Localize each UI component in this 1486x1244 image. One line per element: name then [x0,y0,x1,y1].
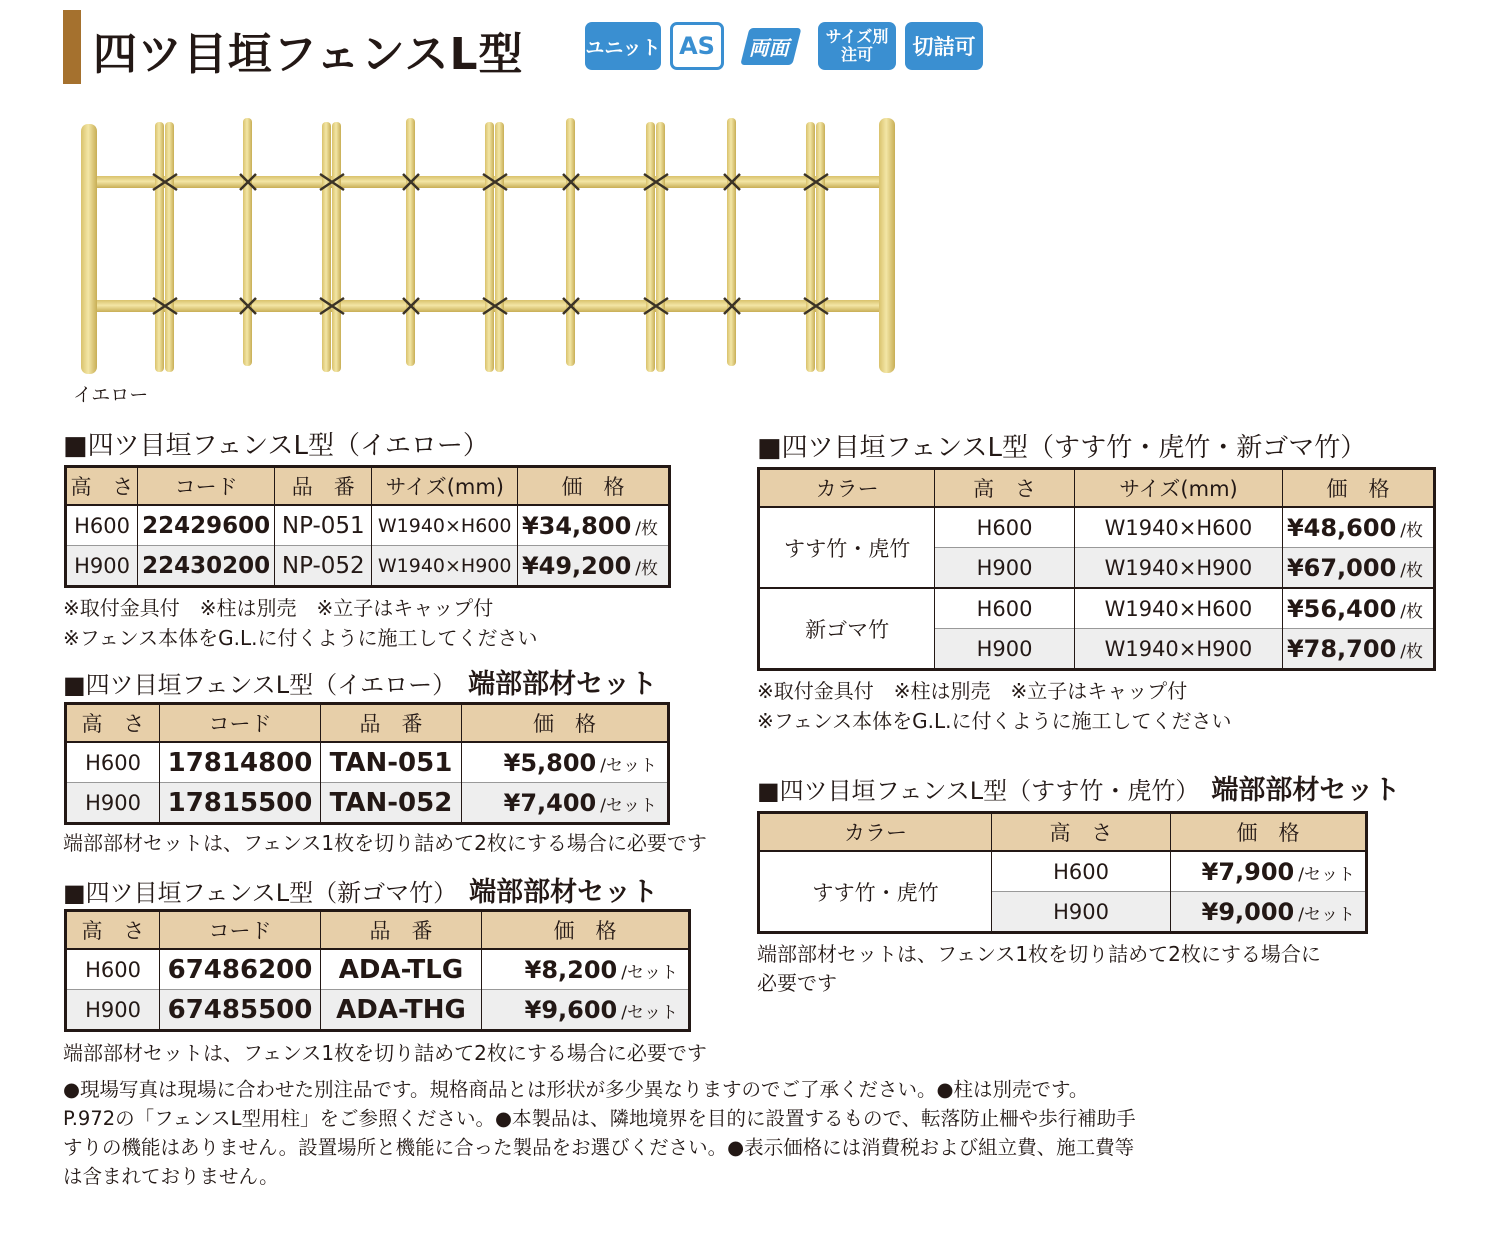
cell-part: NP-052 [275,546,372,587]
cell-size: W1940×H600 [1074,507,1282,548]
yellow-price-table [64,465,671,588]
badge-custom-size: サイズ別注可 [818,22,896,70]
yellow-note-2: ※フェンス本体をG.L.に付くように施工してください [63,626,538,650]
goma-end-note: 端部部材セットは、フェンス1枚を切り詰めて2枚にする場合に必要です [63,1041,707,1065]
goma-end-heading-b: 端部部材セット [469,877,659,908]
cell-price [1171,892,1367,933]
cell-part: ADA-THG [321,990,482,1031]
table-header-row [759,813,1367,852]
badge-unit: ユニット [585,22,661,70]
price-amount: ¥5,800 [503,748,597,777]
table-row [66,546,670,587]
price-amount: ¥7,900 [1201,857,1295,886]
bamboo-note-1: ※取付金具付 ※柱は別売 ※立子はキャップ付 [757,679,1188,703]
cell-height: H600 [66,742,160,783]
footer-line: ●現場写真は現場に合わせた別注品です。規格商品とは形状が多少異なりますのでご了承ください。●柱は別売です。 [63,1078,1089,1101]
table-row [66,990,690,1031]
bamboo-end-table [757,811,1368,934]
cell-part: ADA-TLG [321,949,482,990]
col-price: 価 格 [1282,469,1434,508]
price-amount: ¥9,600 [524,995,618,1024]
cell-price [1282,548,1434,589]
cell-price [1171,851,1367,892]
col-price: 価 格 [462,704,669,743]
cell-price [482,949,690,990]
cell-height: H900 [935,548,1075,589]
price-amount: ¥78,700 [1286,634,1397,663]
table-header-row [759,469,1435,508]
table-header-row [66,704,669,743]
cell-height: H900 [992,892,1171,933]
table-row [759,507,1435,548]
cell-price [1282,588,1434,629]
col-size: サイズ(mm) [1074,469,1282,508]
table-row [66,742,669,783]
cell-price [517,546,669,587]
cell-height: H600 [66,505,138,546]
cell-size: W1940×H900 [1074,629,1282,670]
pickets [155,118,825,372]
col-height: 高 さ [66,704,160,743]
title-accent-bar [63,10,81,84]
badge-double-sided [728,22,814,70]
table-header-row [66,467,670,506]
footer-line: P.972の「フェンスL型用柱」をご参照ください。●本製品は、隣地境界を目的に設置するもので、転落防止柵や歩行補助手 [63,1107,1136,1130]
cell-size: W1940×H900 [1074,548,1282,589]
yellow-note-1: ※取付金具付 ※柱は別売 ※立子はキャップ付 [63,596,494,620]
price-amount: ¥8,200 [524,955,618,984]
price-amount: ¥48,600 [1286,513,1397,542]
cell-height: H600 [935,588,1075,629]
price-unit: /セット [600,755,657,776]
cell-size: W1940×H600 [1074,588,1282,629]
yellow-end-heading [63,662,657,701]
table-row [66,505,670,546]
badge-as: AS [670,22,724,70]
cell-color: 新ゴマ竹 [759,588,935,670]
col-code: コード [160,704,321,743]
yellow-end-heading-a: ■四ツ目垣フェンスL型（イエロー） [63,671,457,699]
price-unit: /セット [621,962,678,983]
cell-part: TAN-052 [321,783,462,824]
bamboo-end-heading-b: 端部部材セット [1211,775,1401,806]
col-code: コード [138,467,275,506]
cell-size: W1940×H600 [372,505,518,546]
cell-code: 22429600 [138,505,275,546]
cell-code: 67485500 [160,990,321,1031]
col-part: 品 番 [275,467,372,506]
cell-code: 17814800 [160,742,321,783]
table-row [759,851,1367,892]
col-price: 価 格 [1171,813,1367,852]
price-unit: /枚 [635,558,658,579]
table-row [66,949,690,990]
cell-height: H600 [66,949,160,990]
goma-end-heading [63,870,658,909]
price-unit: /枚 [1400,560,1423,581]
col-code: コード [160,911,321,950]
bamboo-end-note-2: 必要です [757,971,837,995]
fence-photo [75,112,905,377]
cell-price [1282,507,1434,548]
table-header-row [66,911,690,950]
price-amount: ¥67,000 [1286,553,1397,582]
col-price: 価 格 [482,911,690,950]
bamboo-price-table [757,467,1436,671]
cell-code: 22430200 [138,546,275,587]
price-amount: ¥7,400 [503,788,597,817]
yellow-end-heading-b: 端部部材セット [468,669,658,700]
cell-color: すす竹・虎竹 [759,851,992,933]
cell-height: H900 [66,783,160,824]
cell-color: すす竹・虎竹 [759,507,935,588]
cell-height: H600 [935,507,1075,548]
table-row [66,783,669,824]
page-title: 四ツ目垣フェンスL型 [93,29,524,80]
badge-double-sided-label: 両面 [740,28,801,65]
col-height: 高 さ [66,911,160,950]
col-price: 価 格 [517,467,669,506]
bamboo-end-heading [757,768,1400,807]
badge-cuttable: 切詰可 [905,22,983,70]
price-unit: /セット [621,1002,678,1023]
yellow-end-table [64,702,670,825]
price-unit: /セット [1298,904,1355,925]
bamboo-heading: ■四ツ目垣フェンスL型（すす竹・虎竹・新ゴマ竹） [757,433,1367,463]
price-amount: ¥56,400 [1286,594,1397,623]
photo-caption: イエロー [73,384,149,406]
cell-height: H900 [66,990,160,1031]
end-post-right [879,118,895,373]
cell-code: 17815500 [160,783,321,824]
price-unit: /セット [600,795,657,816]
col-part: 品 番 [321,911,482,950]
col-height: 高 さ [935,469,1075,508]
cell-size: W1940×H900 [372,546,518,587]
col-height: 高 さ [992,813,1171,852]
col-size: サイズ(mm) [372,467,518,506]
col-color: カラー [759,469,935,508]
bamboo-note-2: ※フェンス本体をG.L.に付くように施工してください [757,709,1232,733]
price-unit: /枚 [1400,641,1423,662]
end-post-left [81,124,97,374]
price-amount: ¥34,800 [521,511,632,540]
yellow-end-note: 端部部材セットは、フェンス1枚を切り詰めて2枚にする場合に必要です [63,831,707,855]
cell-part: NP-051 [275,505,372,546]
table-row [759,588,1435,629]
price-amount: ¥49,200 [521,551,632,580]
footer-line: は含まれておりません。 [63,1165,279,1188]
cell-height: H600 [992,851,1171,892]
bamboo-end-heading-a: ■四ツ目垣フェンスL型（すす竹・虎竹） [757,777,1200,805]
col-height: 高 さ [66,467,138,506]
footer-notes [63,1075,1173,1191]
footer-line: すりの機能はありません。設置場所と機能に合った製品をお選びください。●表示価格には消費税および組立費、施工費等 [63,1136,1135,1159]
price-unit: /セット [1298,864,1355,885]
cell-price [517,505,669,546]
cell-height: H900 [935,629,1075,670]
bamboo-end-note-1: 端部部材セットは、フェンス1枚を切り詰めて2枚にする場合に [757,942,1321,966]
cell-price [482,990,690,1031]
goma-end-heading-a: ■四ツ目垣フェンスL型（新ゴマ竹） [63,879,458,907]
cell-height: H900 [66,546,138,587]
price-amount: ¥9,000 [1201,897,1295,926]
col-color: カラー [759,813,992,852]
cell-part: TAN-051 [321,742,462,783]
cell-price [1282,629,1434,670]
price-unit: /枚 [1400,601,1423,622]
cell-code: 67486200 [160,949,321,990]
cell-price [462,742,669,783]
goma-end-table [64,909,691,1032]
yellow-heading: ■四ツ目垣フェンスL型（イエロー） [63,431,489,461]
price-unit: /枚 [635,518,658,539]
col-part: 品 番 [321,704,462,743]
price-unit: /枚 [1400,520,1423,541]
cell-price [462,783,669,824]
